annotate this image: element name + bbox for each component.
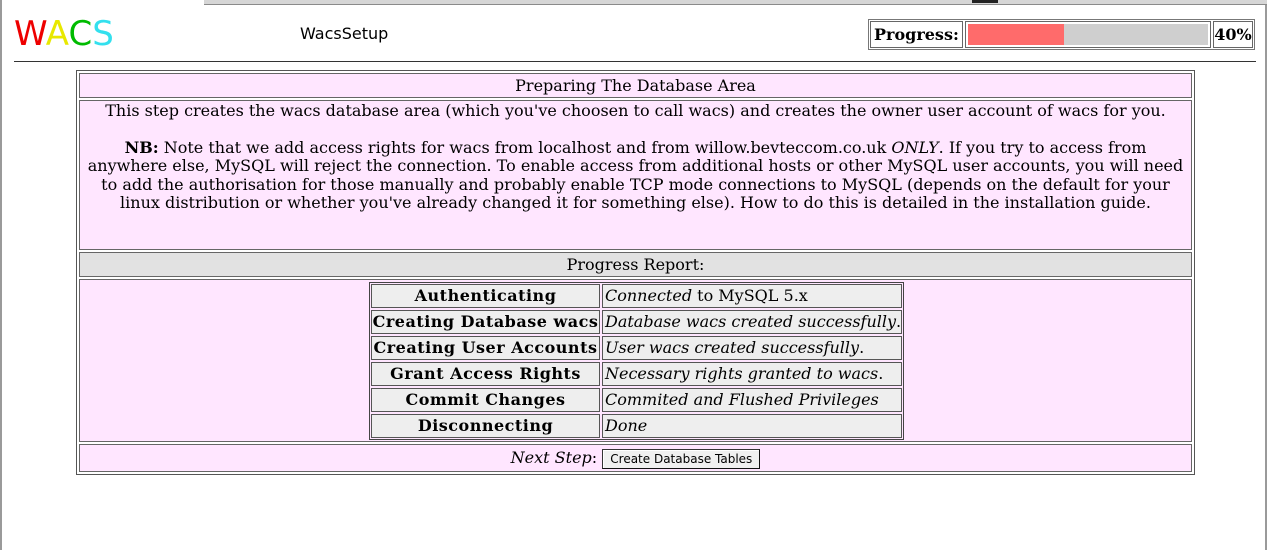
step-name: Creating Database wacs bbox=[371, 310, 600, 334]
next-step-colon: : bbox=[591, 448, 598, 467]
logo-letter-c: C bbox=[68, 14, 93, 54]
progress-fill bbox=[968, 24, 1064, 45]
nb-only: ONLY bbox=[891, 137, 939, 157]
step-row bbox=[371, 388, 902, 412]
browser-top-strip bbox=[2, 0, 1265, 6]
step-status-italic: Commited and Flushed Privileges bbox=[605, 390, 879, 409]
step-status-rest: to MySQL 5.x bbox=[692, 286, 808, 305]
step-status bbox=[602, 336, 902, 360]
top-scroll-strip[interactable] bbox=[204, 0, 1267, 5]
step-row bbox=[371, 310, 902, 334]
nb-text-before: Note that we add access rights for wacs from localhost and from willow.bevteccom.co.uk bbox=[158, 137, 892, 157]
setup-panel bbox=[76, 70, 1195, 475]
step-name: Creating User Accounts bbox=[371, 336, 600, 360]
header-divider bbox=[14, 61, 1256, 62]
progress-label: Progress: bbox=[870, 21, 963, 48]
next-step-label: Next Step bbox=[510, 448, 592, 467]
logo-letter-w: W bbox=[14, 14, 46, 54]
app-name: WacsSetup bbox=[300, 24, 389, 43]
progress-report-body bbox=[79, 279, 1192, 442]
step-status-rest: . bbox=[859, 338, 865, 357]
progress-percent: 40% bbox=[1213, 21, 1253, 48]
logo-letter-s: S bbox=[92, 14, 114, 54]
progress-track bbox=[968, 24, 1208, 45]
progress-bar bbox=[965, 21, 1211, 48]
step-status-rest: . bbox=[896, 312, 902, 331]
step-row bbox=[371, 362, 902, 386]
progress-report-header: Progress Report: bbox=[79, 252, 1192, 277]
step-name: Grant Access Rights bbox=[371, 362, 600, 386]
step-status-italic: Connected bbox=[605, 286, 693, 305]
step-row bbox=[371, 284, 902, 308]
intro-text: This step creates the wacs database area (which you've choosen to call wacs) and creates the owner user account of wacs for you. bbox=[105, 101, 1166, 120]
next-step-row bbox=[79, 444, 1192, 472]
nb-paragraph bbox=[84, 139, 1187, 213]
step-status bbox=[602, 414, 902, 438]
step-name: Disconnecting bbox=[371, 414, 600, 438]
steps-table bbox=[369, 282, 904, 440]
top-scroll-thumb[interactable] bbox=[972, 0, 998, 3]
step-status-italic: User wacs created successfully bbox=[605, 338, 860, 357]
step-status-italic: Necessary rights granted to wacs bbox=[605, 364, 879, 383]
setup-progress bbox=[868, 19, 1255, 50]
create-database-tables-button[interactable]: Create Database Tables bbox=[602, 449, 760, 469]
section-title: Preparing The Database Area bbox=[79, 73, 1192, 98]
step-row bbox=[371, 414, 902, 438]
step-name: Authenticating bbox=[371, 284, 600, 308]
nb-text-after: . If you try to access from anywhere else, MySQL will reject the connection. To enable access from additional hosts or other MySQL user accounts, you will need to add the authorisation for those manually and probably enable TCP mode connections to MySQL (depends on the default for your linux distribution or whether you've already changed it for something else). How to do this is detailed in the installation guide. bbox=[87, 137, 1184, 213]
section-description bbox=[79, 100, 1192, 250]
step-status bbox=[602, 310, 902, 334]
step-status-italic: Done bbox=[605, 416, 648, 435]
step-name: Commit Changes bbox=[371, 388, 600, 412]
wacs-logo bbox=[14, 14, 114, 54]
step-status-rest: . bbox=[878, 364, 884, 383]
step-row bbox=[371, 336, 902, 360]
step-status bbox=[602, 388, 902, 412]
top-left-strip bbox=[2, 0, 202, 6]
step-status bbox=[602, 284, 902, 308]
step-status-italic: Database wacs created successfully bbox=[605, 312, 897, 331]
step-status bbox=[602, 362, 902, 386]
nb-label: NB: bbox=[124, 137, 159, 157]
logo-letter-a: A bbox=[45, 14, 69, 54]
